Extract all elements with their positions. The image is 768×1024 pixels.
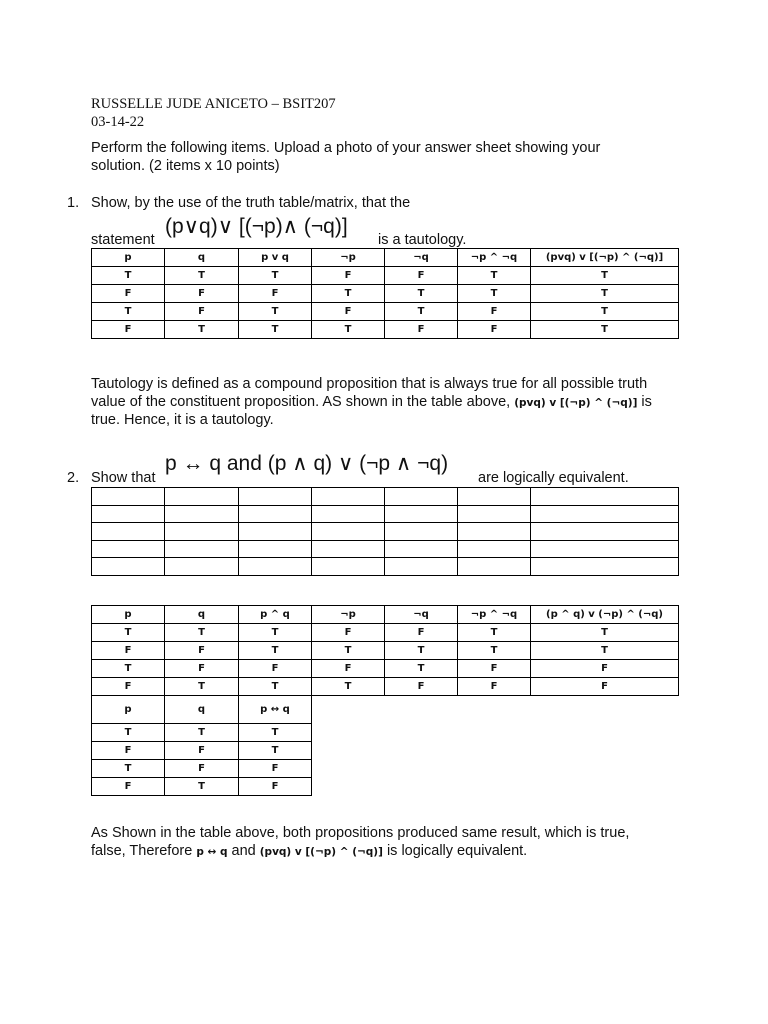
table-cell: T	[458, 624, 531, 642]
table-cell: F	[458, 678, 531, 696]
table-row	[92, 505, 679, 523]
column-header: ¬p ^ ¬q	[458, 249, 531, 267]
table-cell: F	[92, 678, 165, 696]
table-cell: F	[531, 660, 679, 678]
table-cell	[385, 488, 458, 506]
column-header: (p ^ q) v (¬p) ^ (¬q)	[531, 606, 679, 624]
table-cell	[312, 488, 385, 506]
conclusion-formula-1: p ↔ q	[196, 846, 228, 858]
item-1-prompt: Show, by the use of the truth table/matrix, that the	[91, 195, 411, 211]
table-cell	[92, 558, 165, 576]
table-cell	[165, 540, 239, 558]
table-row	[92, 624, 679, 642]
table-cell: F	[531, 678, 679, 696]
table-cell: F	[239, 778, 312, 796]
item-2-prompt: Show that	[91, 470, 156, 486]
table-cell: T	[531, 624, 679, 642]
table-cell: T	[531, 642, 679, 660]
table-cell: F	[165, 660, 239, 678]
table-cell: T	[165, 678, 239, 696]
student-name: RUSSELLE JUDE ANICETO – BSIT207	[91, 96, 336, 112]
table-cell	[458, 540, 531, 558]
table-cell: T	[458, 642, 531, 660]
table-header-row	[92, 249, 679, 267]
table-cell	[239, 505, 312, 523]
tautology-formula: (pvq) v [(¬p) ^ (¬q)]	[514, 397, 638, 409]
table-cell: F	[239, 760, 312, 778]
column-header: ¬p	[312, 249, 385, 267]
biconditional-truth-table	[91, 695, 312, 796]
table-cell	[312, 523, 385, 541]
table-cell: F	[92, 321, 165, 339]
table-cell	[312, 558, 385, 576]
column-header: ¬p ^ ¬q	[458, 606, 531, 624]
table-cell: T	[239, 267, 312, 285]
column-header: ¬p	[312, 606, 385, 624]
table-cell	[165, 488, 239, 506]
table-cell: F	[165, 303, 239, 321]
table-cell: F	[385, 321, 458, 339]
item-2-number: 2.	[67, 470, 80, 486]
table-row	[92, 488, 679, 506]
conclusion-formula-2: (pvq) v [(¬p) ^ (¬q)]	[259, 846, 383, 858]
table-cell: F	[239, 660, 312, 678]
table-cell: T	[385, 303, 458, 321]
table-row	[92, 742, 312, 760]
table-header-row	[92, 606, 679, 624]
table-cell: F	[312, 303, 385, 321]
table-cell: T	[531, 267, 679, 285]
column-header: p v q	[239, 249, 312, 267]
item-1-statement-suffix: is a tautology.	[378, 232, 467, 248]
table-cell	[458, 523, 531, 541]
table-cell: F	[165, 285, 239, 303]
table-row	[92, 724, 312, 742]
table-cell	[458, 558, 531, 576]
table-cell	[531, 488, 679, 506]
table-cell: T	[239, 742, 312, 760]
table-row	[92, 285, 679, 303]
table-cell: T	[92, 660, 165, 678]
table-cell: F	[92, 778, 165, 796]
table-cell	[92, 540, 165, 558]
tautology-line-1: Tautology is defined as a compound proposition that is always true for all possible truth	[91, 376, 648, 392]
table-row	[92, 660, 679, 678]
table-cell	[458, 505, 531, 523]
table-cell: F	[458, 321, 531, 339]
table-cell	[239, 540, 312, 558]
column-header: p	[92, 606, 165, 624]
table-row	[92, 303, 679, 321]
item-2-truth-table	[91, 605, 679, 696]
table-cell	[385, 523, 458, 541]
table-cell: T	[312, 642, 385, 660]
table-cell	[92, 488, 165, 506]
table-cell: T	[92, 624, 165, 642]
table-cell	[239, 488, 312, 506]
table-header-row	[92, 696, 312, 724]
item-1-number: 1.	[67, 195, 80, 211]
table-cell	[165, 505, 239, 523]
table-cell: F	[385, 624, 458, 642]
column-header: p ^ q	[239, 606, 312, 624]
conclusion-suffix: is logically equivalent.	[386, 843, 528, 859]
table-cell: F	[165, 760, 239, 778]
table-row	[92, 321, 679, 339]
table-cell	[92, 505, 165, 523]
table-cell: F	[92, 742, 165, 760]
table-cell: F	[458, 303, 531, 321]
table-cell: T	[165, 321, 239, 339]
table-cell: F	[458, 660, 531, 678]
table-cell: T	[239, 642, 312, 660]
conclusion-line-2-text: false, Therefore	[91, 843, 193, 859]
table-row	[92, 642, 679, 660]
table-cell: T	[239, 303, 312, 321]
table-cell: T	[239, 321, 312, 339]
table-cell	[92, 523, 165, 541]
tautology-line-2-text: value of the constituent proposition. AS shown in the table above,	[91, 394, 511, 410]
conclusion-connector: and	[231, 843, 256, 859]
table-row	[92, 558, 679, 576]
table-cell: F	[165, 642, 239, 660]
table-cell: T	[312, 285, 385, 303]
item-1-formula: (p∨q)∨ [(¬p)∧ (¬q)]	[165, 215, 348, 238]
table-row	[92, 778, 312, 796]
item-2-formula: p ↔ q and (p ∧ q) ∨ (¬p ∧ ¬q)	[165, 452, 449, 475]
instructions-line-1: Perform the following items. Upload a photo of your answer sheet showing your	[91, 140, 601, 156]
column-header: p ↔ q	[239, 696, 312, 724]
column-header: (pvq) v [(¬p) ^ (¬q)]	[531, 249, 679, 267]
item-1-statement-label: statement	[91, 232, 155, 248]
empty-answer-table	[91, 487, 679, 576]
table-cell: F	[92, 285, 165, 303]
table-cell: F	[385, 678, 458, 696]
table-cell	[239, 558, 312, 576]
table-cell	[165, 558, 239, 576]
date: 03-14-22	[91, 114, 145, 130]
table-row	[92, 760, 312, 778]
conclusion-line-2	[91, 842, 527, 861]
table-row	[92, 540, 679, 558]
table-cell	[385, 540, 458, 558]
table-cell	[531, 558, 679, 576]
table-cell	[531, 540, 679, 558]
column-header: p	[92, 249, 165, 267]
table-row	[92, 267, 679, 285]
column-header: q	[165, 249, 239, 267]
table-cell: F	[165, 742, 239, 760]
table-cell: T	[165, 778, 239, 796]
table-row	[92, 678, 679, 696]
table-cell: F	[92, 642, 165, 660]
table-cell	[312, 540, 385, 558]
table-cell: T	[531, 303, 679, 321]
table-cell: F	[239, 285, 312, 303]
table-cell	[458, 488, 531, 506]
table-cell	[385, 558, 458, 576]
item-1-truth-table	[91, 248, 679, 339]
table-cell: T	[165, 724, 239, 742]
table-cell: T	[312, 321, 385, 339]
column-header: q	[165, 696, 239, 724]
table-cell: T	[385, 285, 458, 303]
instructions-line-2: solution. (2 items x 10 points)	[91, 158, 280, 174]
table-cell: F	[312, 624, 385, 642]
table-cell: T	[92, 303, 165, 321]
table-cell: T	[165, 267, 239, 285]
table-cell	[531, 523, 679, 541]
tautology-line-2	[91, 393, 652, 412]
table-cell: T	[531, 285, 679, 303]
table-cell: T	[92, 760, 165, 778]
tautology-line-3: true. Hence, it is a tautology.	[91, 412, 274, 428]
column-header: q	[165, 606, 239, 624]
table-cell: T	[239, 624, 312, 642]
table-cell: T	[239, 724, 312, 742]
conclusion-line-1: As Shown in the table above, both propositions produced same result, which is true,	[91, 825, 630, 841]
column-header: ¬q	[385, 249, 458, 267]
table-cell: T	[92, 724, 165, 742]
table-cell	[239, 523, 312, 541]
table-cell	[531, 505, 679, 523]
table-cell: T	[92, 267, 165, 285]
table-cell: T	[312, 678, 385, 696]
column-header: ¬q	[385, 606, 458, 624]
table-cell: F	[312, 267, 385, 285]
table-cell: T	[458, 285, 531, 303]
item-2-prompt-suffix: are logically equivalent.	[478, 470, 629, 486]
table-cell: T	[165, 624, 239, 642]
tautology-line-2-suffix: is	[641, 394, 652, 410]
column-header: p	[92, 696, 165, 724]
table-cell: T	[385, 642, 458, 660]
table-cell	[385, 505, 458, 523]
table-cell: T	[531, 321, 679, 339]
table-row	[92, 523, 679, 541]
table-cell: T	[458, 267, 531, 285]
table-cell: F	[385, 267, 458, 285]
table-cell: F	[312, 660, 385, 678]
table-cell: T	[385, 660, 458, 678]
table-cell	[312, 505, 385, 523]
table-cell: T	[239, 678, 312, 696]
table-cell	[165, 523, 239, 541]
